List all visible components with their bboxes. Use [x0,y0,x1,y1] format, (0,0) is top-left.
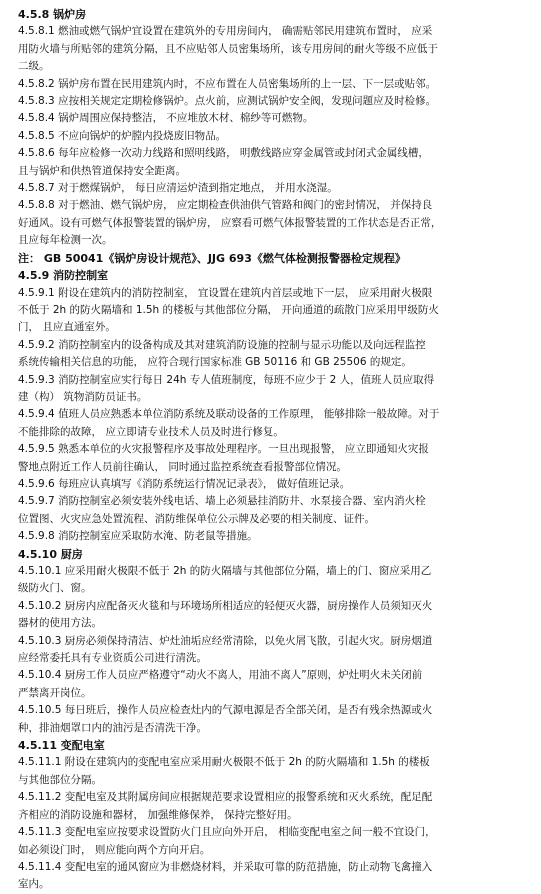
text-line: 且与锅炉和供热管道保持安全距离。 [18,164,186,177]
text-line: 4.5.11.3 变配电室应按要求设置防火门且应向外开启， 相临变配电室之间一般不宜设门， [18,826,436,839]
section-heading: 4.5.8 锅炉房 [18,8,87,21]
text-line: 4.5.9.8 消防控制室应采取防水淹、防老鼠等措施。 [18,530,258,543]
text-line: 建（构） 筑物消防员证书。 [18,390,148,403]
text-line: 4.5.8.5 不应向锅炉的炉膛内投烧废旧物品。 [18,129,227,142]
text-line: 用防火墙与所贴邻的建筑分隔，且不应贴邻人员密集场所，该专用房间的耐火等级不应低于 [18,42,438,55]
text-line: 4.5.8.7 对于燃煤锅炉， 每日应清运炉渣到指定地点， 并用水浇湿。 [18,182,338,195]
text-line: 系统传输相关信息的功能， 应符合现行国家标准 GB 50116 和 GB 25506 的规定。 [18,356,412,369]
text-line: 4.5.11.4 变配电室的通风窗应为非燃烧材料，并采取可靠的防范措施，防止动物飞禽撞入 [18,860,433,873]
text-line: 4.5.8.1 燃油或燃气锅炉宜设置在建筑外的专用房间内， 确需贴邻民用建筑布置时， 应采 [18,25,433,38]
text-line: 器材的使用方法。 [18,617,102,630]
text-line: 4.5.9.2 消防控制室内的设备构成及其对建筑消防设施的控制与显示功能以及向远程监控 [18,338,426,351]
text-line: 4.5.8.4 锅炉周围应保持整洁， 不应堆放木材、棉纱等可燃物。 [18,112,314,125]
text-line: 4.5.10.1 应采用耐火极限不低于 2h 的防火隔墙与其他部位分隔，墙上的门、窗应采用乙 [18,565,432,577]
text-line: 且应每年检测一次。 [18,234,113,247]
text-line: 4.5.10.4 厨房工作人员应严格遵守“动火不离人，用油不离人”原则，炉灶明火未关闭前 [18,669,423,682]
text-line: 4.5.8.8 对于燃油、燃气锅炉房， 应定期检查供油供气管路和阀门的密封情况， 并保持良 [18,199,433,212]
reference-note: 注： GB 50041《锅炉房设计规范》、JJG 693《燃气体检测报警器检定规程》 [18,251,406,265]
text-line: 警地点附近工作人员前往确认， 同时通过监控系统查看报警部位情况。 [18,460,347,473]
text-line: 不低于 2h 的防火隔墙和 1.5h 的楼板与其他部位分隔， 开向通道的疏散门应采用甲级防火 [18,303,439,316]
text-line: 与其他部位分隔。 [18,773,102,786]
text-line: 位置图、火灾应急处置流程、消防维保单位公示牌及必要的相关制度、证件。 [18,512,375,525]
text-line: 4.5.9.5 熟悉本单位的火灾报警程序及事故处理程序。一旦出现报警， 应立即通知火灾报 [18,443,429,456]
section-heading: 4.5.11 变配电室 [18,739,105,753]
text-line: 4.5.9.1 附设在建筑内的消防控制室， 宜设置在建筑内首层或地下一层， 应采用耐火极限 [18,286,433,299]
text-line: 门， 且应直通室外。 [18,321,116,334]
text-line: 不能排除的故障， 应立即请专业技术人员及时进行修复。 [18,425,284,438]
section-heading: 4.5.9 消防控制室 [18,269,109,283]
text-line: 4.5.11.2 变配电室及其附属房间应根据规范要求设置相应的报警系统和灭火系统，配足配 [18,791,433,804]
text-line: 严禁离开岗位。 [18,686,92,699]
text-line: 级防火门、窗。 [18,582,92,595]
text-line: 4.5.9.7 消防控制室必须安装外线电话、墙上必须悬挂消防井、水泵接合器、室内消火栓 [18,495,426,508]
text-line: 应经常委托具有专业资质公司进行清洗。 [18,652,207,665]
text-line: 4.5.9.3 消防控制室应实行每日 24h 专人值班制度，每班不应少于 2 人，值班人员应取得 [18,373,435,386]
text-line: 4.5.9.6 每班应认真填写《消防系统运行情况记录表》， 做好值班记录。 [18,477,351,490]
text-line: 4.5.10.5 每日班后，操作人员应检查灶内的气源电源是否全部关闭，是否有残余热源或火 [18,704,433,717]
text-line: 4.5.9.4 值班人员应熟悉本单位消防系统及联动设备的工作原理， 能够排除一般故障。对于 [18,408,440,421]
text-line: 种，排油烟罩口内的油污是否清洗干净。 [18,721,207,734]
text-line: 4.5.8.2 锅炉房布置在民用建筑内时，不应布置在人员密集场所的上一层、下一层或贴邻。 [18,77,437,90]
text-line: 齐相应的消防设施和器材， 加强维修保养， 保持完整好用。 [18,808,298,821]
section-heading: 4.5.10 厨房 [18,547,83,561]
text-line: 好通风。设有可燃气体报警装置的锅炉房， 应察看可燃气体报警装置的工作状态是否正常， [18,216,442,229]
text-line: 室内。 [18,878,50,891]
text-line: 4.5.10.3 厨房必须保持清洁、炉灶油垢应经常清除，以免火屑飞散，引起火灾。厨房烟道 [18,634,433,647]
text-line: 4.5.8.3 应按相关规定定期检修锅炉。点火前，应测试锅炉安全阀，发现问题应及时检修。 [18,95,437,108]
text-line: 4.5.11.1 附设在建筑内的变配电室应采用耐火极限不低于 2h 的防火隔墙和 1.5h 的楼板 [18,756,430,769]
text-line: 二级。 [18,60,50,73]
text-line: 4.5.8.6 每年应检修一次动力线路和照明线路， 明敷线路应穿金属管或封闭式金属线槽， [18,147,429,160]
text-line: 4.5.10.2 厨房内应配备灭火毯和与环境场所相适应的轻便灭火器，厨房操作人员须知灭火 [18,599,433,612]
text-line: 如必须设门时， 则应能向两个方向开启。 [18,843,211,856]
